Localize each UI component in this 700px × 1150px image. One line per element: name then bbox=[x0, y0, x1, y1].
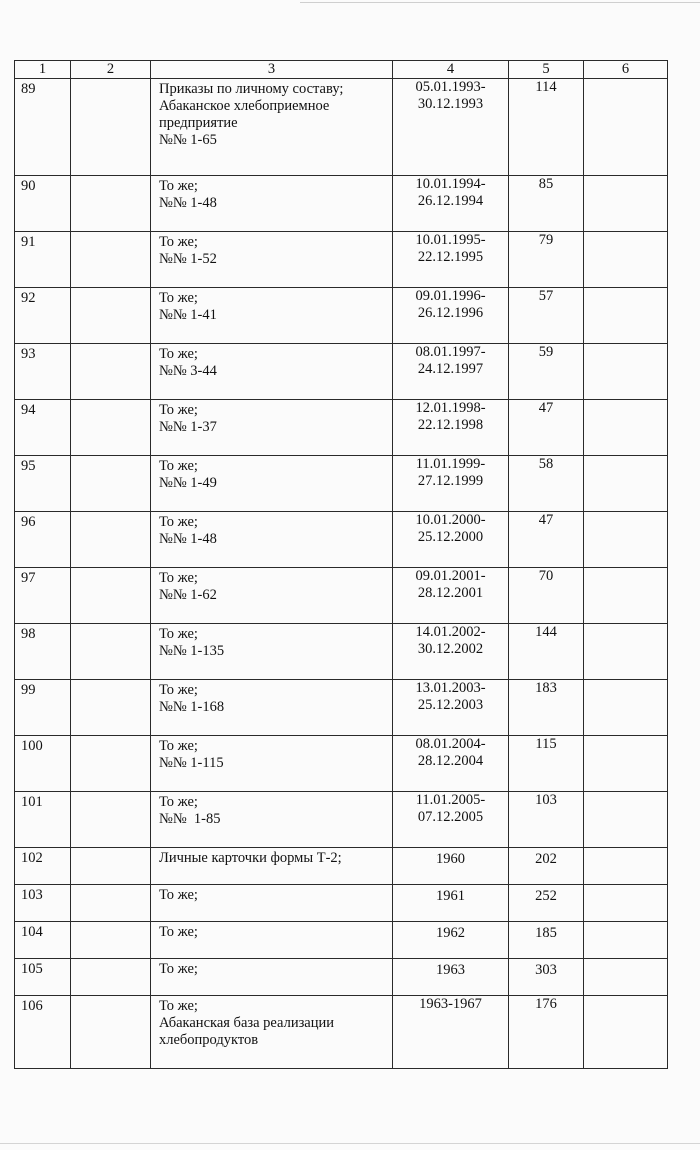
cell-col-6 bbox=[584, 624, 668, 680]
row-number-text: 92 bbox=[21, 290, 36, 306]
cell-title bbox=[151, 568, 393, 624]
cell-count bbox=[509, 456, 584, 512]
row-number-text: 105 bbox=[21, 961, 43, 977]
title-line: №№ 1-168 bbox=[159, 699, 225, 715]
row-number bbox=[15, 568, 71, 624]
title-line: То же; bbox=[159, 626, 198, 642]
cell-dates bbox=[393, 736, 509, 792]
title-line: хлебопродуктов bbox=[159, 1032, 259, 1048]
cell-col-2 bbox=[71, 79, 151, 176]
row-number-text: 101 bbox=[21, 794, 43, 810]
cell-col-6 bbox=[584, 232, 668, 288]
count-text: 47 bbox=[538, 512, 554, 528]
cell-col-2 bbox=[71, 885, 151, 922]
date-line: 25.12.2003 bbox=[417, 697, 484, 713]
cell-col-6 bbox=[584, 792, 668, 848]
table-row bbox=[15, 568, 668, 624]
header-col-3: 3 bbox=[151, 61, 393, 79]
row-number bbox=[15, 176, 71, 232]
row-number bbox=[15, 792, 71, 848]
title-line: То же; bbox=[159, 998, 198, 1014]
title-line: №№ 1-115 bbox=[159, 755, 224, 771]
date-line: 1961 bbox=[436, 888, 465, 904]
cell-title bbox=[151, 680, 393, 736]
table-row bbox=[15, 922, 668, 959]
row-number bbox=[15, 624, 71, 680]
count-text: 103 bbox=[535, 792, 557, 808]
page-edge-bottom bbox=[0, 1143, 700, 1144]
cell-count bbox=[509, 344, 584, 400]
title-line: То же; bbox=[159, 514, 198, 530]
cell-dates bbox=[393, 922, 509, 959]
cell-col-2 bbox=[71, 288, 151, 344]
date-line: 25.12.2000 bbox=[417, 529, 484, 545]
cell-count bbox=[509, 176, 584, 232]
cell-count bbox=[509, 79, 584, 176]
cell-col-6 bbox=[584, 512, 668, 568]
row-number-text: 103 bbox=[21, 887, 43, 903]
cell-title bbox=[151, 232, 393, 288]
row-number-text: 104 bbox=[21, 924, 43, 940]
row-number bbox=[15, 232, 71, 288]
cell-col-6 bbox=[584, 680, 668, 736]
title-line: №№ 1-135 bbox=[159, 643, 225, 659]
date-line: 11.01.1999- bbox=[415, 456, 486, 472]
cell-dates bbox=[393, 232, 509, 288]
cell-title bbox=[151, 922, 393, 959]
cell-dates bbox=[393, 959, 509, 996]
count-text: 185 bbox=[535, 925, 557, 941]
date-line: 09.01.1996- bbox=[415, 288, 486, 304]
title-line: Личные карточки формы Т-2; bbox=[159, 850, 342, 866]
cell-title bbox=[151, 792, 393, 848]
cell-col-6 bbox=[584, 344, 668, 400]
title-line: Абаканское хлебоприемное bbox=[159, 98, 330, 114]
cell-title bbox=[151, 456, 393, 512]
count-text: 70 bbox=[538, 568, 554, 584]
cell-title bbox=[151, 624, 393, 680]
table-row bbox=[15, 624, 668, 680]
header-col-4: 4 bbox=[393, 61, 509, 79]
table-row bbox=[15, 959, 668, 996]
cell-col-2 bbox=[71, 792, 151, 848]
table-row bbox=[15, 792, 668, 848]
date-line: 30.12.2002 bbox=[417, 641, 484, 657]
cell-col-6 bbox=[584, 568, 668, 624]
cell-count bbox=[509, 959, 584, 996]
row-number-text: 97 bbox=[21, 570, 36, 586]
title-line: №№ 1-41 bbox=[159, 307, 217, 323]
date-line: 08.01.1997- bbox=[415, 344, 486, 360]
cell-title bbox=[151, 885, 393, 922]
row-number-text: 100 bbox=[21, 738, 43, 754]
cell-dates bbox=[393, 400, 509, 456]
date-line: 10.01.1995- bbox=[415, 232, 486, 248]
cell-col-6 bbox=[584, 959, 668, 996]
title-line: То же; bbox=[159, 234, 198, 250]
cell-count bbox=[509, 848, 584, 885]
inventory-table bbox=[14, 60, 668, 1069]
count-text: 57 bbox=[538, 288, 554, 304]
table-row bbox=[15, 232, 668, 288]
row-number-text: 98 bbox=[21, 626, 36, 642]
date-line: 24.12.1997 bbox=[417, 361, 484, 377]
cell-col-2 bbox=[71, 848, 151, 885]
cell-title bbox=[151, 996, 393, 1069]
count-text: 79 bbox=[538, 232, 554, 248]
table-row bbox=[15, 176, 668, 232]
count-text: 144 bbox=[535, 624, 557, 640]
count-text: 114 bbox=[535, 79, 557, 95]
cell-count bbox=[509, 624, 584, 680]
cell-count bbox=[509, 400, 584, 456]
date-line: 1962 bbox=[436, 925, 465, 941]
cell-dates bbox=[393, 79, 509, 176]
table-row bbox=[15, 456, 668, 512]
title-line: То же; bbox=[159, 794, 198, 810]
date-line: 11.01.2005- bbox=[415, 792, 486, 808]
cell-dates bbox=[393, 680, 509, 736]
table-body bbox=[15, 79, 668, 1069]
title-line: №№ 1-49 bbox=[159, 475, 217, 491]
cell-dates bbox=[393, 996, 509, 1069]
date-line: 1960 bbox=[436, 851, 465, 867]
title-line: То же; bbox=[159, 924, 198, 940]
cell-dates bbox=[393, 288, 509, 344]
cell-col-2 bbox=[71, 512, 151, 568]
cell-col-2 bbox=[71, 232, 151, 288]
row-number-text: 102 bbox=[21, 850, 43, 866]
title-line: №№ 1-65 bbox=[159, 132, 217, 148]
title-line: То же; bbox=[159, 738, 198, 754]
title-line: То же; bbox=[159, 570, 198, 586]
row-number bbox=[15, 680, 71, 736]
cell-col-2 bbox=[71, 680, 151, 736]
cell-dates bbox=[393, 568, 509, 624]
cell-col-2 bbox=[71, 568, 151, 624]
row-number-text: 91 bbox=[21, 234, 36, 250]
title-line: То же; bbox=[159, 402, 198, 418]
count-text: 176 bbox=[535, 996, 557, 1012]
cell-col-2 bbox=[71, 922, 151, 959]
row-number bbox=[15, 885, 71, 922]
title-line: №№ 1-62 bbox=[159, 587, 217, 603]
cell-title bbox=[151, 848, 393, 885]
row-number bbox=[15, 79, 71, 176]
cell-col-2 bbox=[71, 736, 151, 792]
cell-col-6 bbox=[584, 456, 668, 512]
cell-count bbox=[509, 885, 584, 922]
cell-count bbox=[509, 680, 584, 736]
title-line: То же; bbox=[159, 346, 198, 362]
row-number-text: 96 bbox=[21, 514, 36, 530]
title-line: То же; bbox=[159, 961, 198, 977]
page-edge-top bbox=[300, 2, 700, 3]
cell-title bbox=[151, 736, 393, 792]
date-line: 10.01.2000- bbox=[415, 512, 486, 528]
title-line: То же; bbox=[159, 458, 198, 474]
title-line: №№ 1-52 bbox=[159, 251, 217, 267]
cell-col-6 bbox=[584, 736, 668, 792]
header-col-5: 5 bbox=[509, 61, 584, 79]
date-line: 27.12.1999 bbox=[417, 473, 484, 489]
date-line: 08.01.2004- bbox=[415, 736, 486, 752]
header-row bbox=[15, 61, 668, 79]
date-line: 22.12.1995 bbox=[417, 249, 484, 265]
count-text: 115 bbox=[535, 736, 557, 752]
row-number bbox=[15, 736, 71, 792]
date-line: 28.12.2004 bbox=[417, 753, 484, 769]
count-text: 202 bbox=[535, 851, 557, 867]
row-number bbox=[15, 512, 71, 568]
count-text: 47 bbox=[538, 400, 554, 416]
title-line: №№ 1-48 bbox=[159, 531, 217, 547]
row-number bbox=[15, 344, 71, 400]
cell-col-6 bbox=[584, 176, 668, 232]
cell-count bbox=[509, 288, 584, 344]
count-text: 59 bbox=[538, 344, 554, 360]
date-line: 10.01.1994- bbox=[415, 176, 486, 192]
date-line: 13.01.2003- bbox=[415, 680, 486, 696]
header-col-6: 6 bbox=[584, 61, 668, 79]
cell-col-6 bbox=[584, 288, 668, 344]
row-number bbox=[15, 400, 71, 456]
cell-col-2 bbox=[71, 959, 151, 996]
title-line: То же; bbox=[159, 290, 198, 306]
cell-col-2 bbox=[71, 456, 151, 512]
row-number bbox=[15, 996, 71, 1069]
table-row bbox=[15, 996, 668, 1069]
table-row bbox=[15, 344, 668, 400]
cell-col-6 bbox=[584, 848, 668, 885]
date-line: 09.01.2001- bbox=[415, 568, 486, 584]
table-row bbox=[15, 288, 668, 344]
cell-col-2 bbox=[71, 344, 151, 400]
date-line: 14.01.2002- bbox=[415, 624, 486, 640]
title-line: предприятие bbox=[159, 115, 238, 131]
date-line: 26.12.1996 bbox=[417, 305, 484, 321]
row-number-text: 93 bbox=[21, 346, 36, 362]
date-line: 1963-1967 bbox=[419, 996, 482, 1012]
cell-dates bbox=[393, 848, 509, 885]
cell-count bbox=[509, 996, 584, 1069]
cell-count bbox=[509, 512, 584, 568]
cell-col-2 bbox=[71, 400, 151, 456]
date-line: 30.12.1993 bbox=[417, 96, 484, 112]
row-number bbox=[15, 848, 71, 885]
row-number bbox=[15, 288, 71, 344]
date-line: 1963 bbox=[436, 962, 465, 978]
cell-title bbox=[151, 400, 393, 456]
row-number-text: 94 bbox=[21, 402, 36, 418]
table-row bbox=[15, 848, 668, 885]
cell-title bbox=[151, 344, 393, 400]
row-number bbox=[15, 922, 71, 959]
date-line: 26.12.1994 bbox=[417, 193, 484, 209]
date-line: 05.01.1993- bbox=[415, 79, 486, 95]
cell-count bbox=[509, 568, 584, 624]
table-row bbox=[15, 680, 668, 736]
table-row bbox=[15, 736, 668, 792]
cell-col-2 bbox=[71, 624, 151, 680]
cell-dates bbox=[393, 792, 509, 848]
cell-dates bbox=[393, 176, 509, 232]
cell-title bbox=[151, 288, 393, 344]
title-line: №№ 1-85 bbox=[159, 811, 221, 827]
cell-col-2 bbox=[71, 996, 151, 1069]
count-text: 183 bbox=[535, 680, 557, 696]
cell-col-6 bbox=[584, 79, 668, 176]
row-number-text: 90 bbox=[21, 178, 36, 194]
count-text: 58 bbox=[538, 456, 554, 472]
cell-title bbox=[151, 176, 393, 232]
cell-col-6 bbox=[584, 996, 668, 1069]
title-line: №№ 1-48 bbox=[159, 195, 217, 211]
title-line: То же; bbox=[159, 682, 198, 698]
title-line: То же; bbox=[159, 887, 198, 903]
cell-dates bbox=[393, 512, 509, 568]
cell-count bbox=[509, 922, 584, 959]
title-line: То же; bbox=[159, 178, 198, 194]
date-line: 22.12.1998 bbox=[417, 417, 484, 433]
cell-col-6 bbox=[584, 400, 668, 456]
cell-count bbox=[509, 736, 584, 792]
cell-col-6 bbox=[584, 922, 668, 959]
row-number bbox=[15, 456, 71, 512]
cell-count bbox=[509, 792, 584, 848]
date-line: 12.01.1998- bbox=[415, 400, 486, 416]
count-text: 85 bbox=[538, 176, 554, 192]
cell-title bbox=[151, 959, 393, 996]
cell-dates bbox=[393, 456, 509, 512]
date-line: 28.12.2001 bbox=[417, 585, 484, 601]
row-number bbox=[15, 959, 71, 996]
title-line: №№ 3-44 bbox=[159, 363, 217, 379]
table-row bbox=[15, 79, 668, 176]
row-number-text: 99 bbox=[21, 682, 36, 698]
header-col-1: 1 bbox=[15, 61, 71, 79]
cell-col-6 bbox=[584, 885, 668, 922]
cell-col-2 bbox=[71, 176, 151, 232]
cell-dates bbox=[393, 624, 509, 680]
cell-dates bbox=[393, 885, 509, 922]
cell-count bbox=[509, 232, 584, 288]
table-row bbox=[15, 885, 668, 922]
title-line: Абаканская база реализации bbox=[159, 1015, 335, 1031]
cell-title bbox=[151, 79, 393, 176]
table-row bbox=[15, 512, 668, 568]
title-line: №№ 1-37 bbox=[159, 419, 217, 435]
date-line: 07.12.2005 bbox=[417, 809, 484, 825]
header-col-2: 2 bbox=[71, 61, 151, 79]
row-number-text: 106 bbox=[21, 998, 43, 1014]
cell-dates bbox=[393, 344, 509, 400]
count-text: 303 bbox=[535, 962, 557, 978]
title-line: Приказы по личному составу; bbox=[159, 81, 344, 97]
cell-title bbox=[151, 512, 393, 568]
row-number-text: 89 bbox=[21, 81, 36, 97]
table-row bbox=[15, 400, 668, 456]
count-text: 252 bbox=[535, 888, 557, 904]
row-number-text: 95 bbox=[21, 458, 36, 474]
